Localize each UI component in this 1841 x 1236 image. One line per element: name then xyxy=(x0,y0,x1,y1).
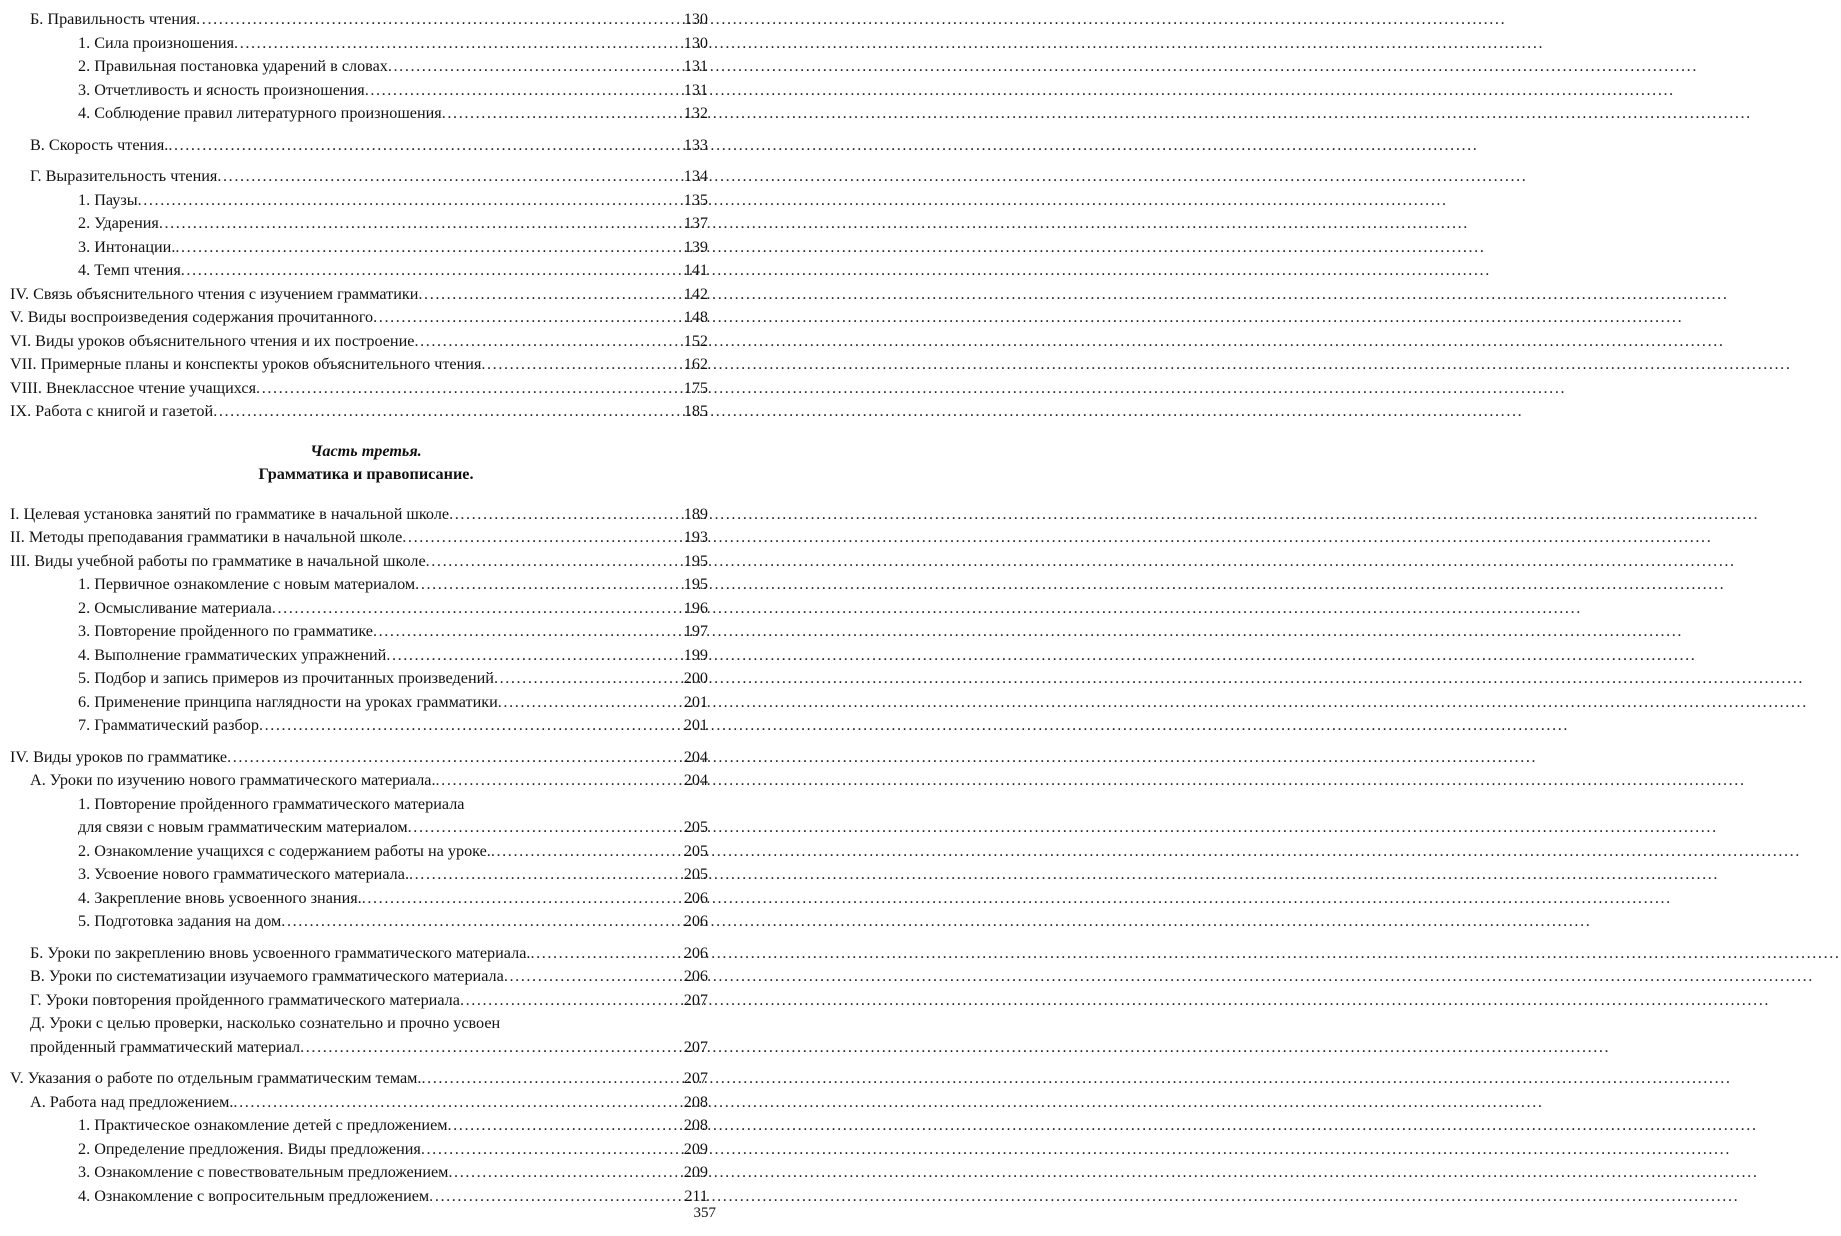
toc-entry-title: В. Скорость чтения. xyxy=(30,135,169,154)
toc-leader-dots xyxy=(402,526,683,550)
toc-entry-page: 207 xyxy=(683,1037,708,1056)
toc-entry xyxy=(0,816,732,840)
toc-entry xyxy=(0,79,732,103)
toc-entry xyxy=(0,887,732,911)
toc-leader-dots xyxy=(530,942,683,966)
toc-leader-dots xyxy=(415,573,684,597)
toc-entry-page: 195 xyxy=(683,575,708,593)
toc-entry-title: III. Виды учебной работы по грамматике в начальной школе xyxy=(10,551,426,570)
toc-leader-dots xyxy=(175,236,683,260)
toc-entry-title: А. Уроки по изучению нового грамматического материала. xyxy=(30,771,436,789)
toc-entry-title: VII. Примерные планы и конспекты уроков объяснительного чтения xyxy=(10,355,482,373)
toc-entry xyxy=(0,910,732,934)
toc-entry-page: 211 xyxy=(684,1186,708,1205)
toc-entry xyxy=(0,840,732,864)
toc-entry-title: 3. Отчетливость и ясность произношения xyxy=(78,80,365,99)
toc-entry-page: 207 xyxy=(683,990,708,1009)
toc-leader-dots xyxy=(168,134,683,158)
toc-entry-title: VIII. Внеклассное чтение учащихся xyxy=(10,378,257,397)
toc-leader-dots xyxy=(460,989,684,1013)
toc-entry-title: IV. Виды уроков по грамматике xyxy=(10,747,228,766)
toc-leader-dots xyxy=(449,503,684,527)
toc-entry-title: 2. Правильная постановка ударений в словах xyxy=(78,57,388,75)
toc-section-reading xyxy=(0,8,732,424)
toc-leader-dots xyxy=(421,1067,683,1091)
toc-entry xyxy=(0,597,732,621)
toc-leader-dots xyxy=(213,400,684,424)
toc-entry-title: А. Работа над предложением. xyxy=(30,1092,234,1111)
toc-entry-page: 196 xyxy=(683,598,708,617)
toc-entry xyxy=(0,55,732,79)
toc-entry-page: 204 xyxy=(683,747,708,766)
toc-entry-page: 209 xyxy=(683,1163,708,1181)
toc-leader-dots xyxy=(448,1114,684,1138)
toc-entry xyxy=(0,1138,732,1162)
toc-entry-page: 189 xyxy=(683,504,708,523)
toc-entry-page: 206 xyxy=(683,967,708,985)
toc-entry-title: V. Указания о работе по отдельным грамматическим темам. xyxy=(10,1069,422,1087)
toc-leader-dots xyxy=(281,910,683,934)
toc-leader-dots xyxy=(233,1091,683,1115)
toc-leader-dots xyxy=(159,212,684,236)
toc-entry xyxy=(0,503,732,527)
table-of-contents xyxy=(0,8,732,1208)
toc-entry-title: 1. Паузы xyxy=(78,190,138,209)
toc-entry xyxy=(0,965,732,989)
toc-leader-dots xyxy=(418,283,683,307)
toc-entry-page: 193 xyxy=(683,528,708,546)
toc-entry-page: 133 xyxy=(683,135,708,154)
toc-leader-dots xyxy=(426,550,684,574)
toc-entry-title: 7. Грамматический разбор xyxy=(78,716,259,734)
toc-entry-title: 3. Интонации. xyxy=(78,237,176,256)
toc-entry xyxy=(0,1067,732,1091)
toc-entry xyxy=(0,212,732,236)
toc-entry xyxy=(0,330,732,354)
toc-entry xyxy=(0,102,732,126)
toc-entry-page: 162 xyxy=(683,355,708,373)
toc-leader-dots xyxy=(421,1138,684,1162)
toc-entry-page: 130 xyxy=(683,10,708,28)
toc-entry-title: 1. Сила произношения xyxy=(78,33,235,52)
toc-leader-dots xyxy=(259,714,684,738)
toc-entry-page: 152 xyxy=(683,331,708,350)
toc-entry-page: 209 xyxy=(683,1139,708,1158)
toc-entry-title: 4. Соблюдение правил литературного произношения xyxy=(78,104,442,122)
toc-entry-title: II. Методы преподавания грамматики в начальной школе xyxy=(10,528,403,546)
toc-leader-dots xyxy=(181,259,684,283)
toc-entry-title: 5. Подготовка задания на дом xyxy=(78,912,282,930)
toc-leader-dots xyxy=(272,597,684,621)
toc-entry-title: 2. Осмысливание материала xyxy=(78,598,272,617)
toc-entry xyxy=(0,1161,732,1185)
toc-entry-title: IX. Работа с книгой и газетой xyxy=(10,402,214,420)
toc-leader-dots xyxy=(373,306,684,330)
toc-leader-dots xyxy=(138,189,684,213)
toc-leader-dots xyxy=(448,1161,683,1185)
toc-entry-title: 4. Выполнение грамматических упражнений xyxy=(78,645,387,664)
toc-entry-page: 200 xyxy=(683,669,708,687)
toc-entry-page: 175 xyxy=(683,378,708,397)
toc-entry-title: В. Уроки по систематизации изучаемого грамматического материала xyxy=(30,967,504,985)
toc-leader-dots xyxy=(234,32,684,56)
toc-entry xyxy=(0,32,732,56)
toc-entry-line: Д. Уроки с целью проверки, насколько сознательно и прочно усвоен xyxy=(30,1014,501,1032)
toc-entry xyxy=(0,1091,732,1115)
toc-entry xyxy=(0,1114,732,1138)
toc-leader-dots xyxy=(504,965,684,989)
toc-entry-title: 2. Определение предложения. Виды предложения xyxy=(78,1139,421,1158)
toc-entry-page: 130 xyxy=(683,33,708,52)
toc-entry xyxy=(0,942,732,966)
page-number: 357 xyxy=(693,1205,716,1221)
toc-entry-title: Б. Правильность чтения xyxy=(30,10,197,28)
toc-entry-title: Г. Выразительность чтения xyxy=(30,167,218,185)
toc-entry-page: 206 xyxy=(683,943,708,962)
toc-leader-dots xyxy=(414,330,683,354)
toc-entry-page: 132 xyxy=(683,104,708,122)
toc-entry-page: 141 xyxy=(683,261,708,279)
toc-entry xyxy=(0,8,732,32)
toc-entry-page: 199 xyxy=(683,645,708,664)
toc-entry-title: для связи с новым грамматическим материалом xyxy=(78,818,408,836)
toc-entry-title: 1. Первичное ознакомление с новым материалом xyxy=(78,575,416,593)
toc-entry-page: 131 xyxy=(683,80,708,99)
toc-entry xyxy=(0,550,732,574)
toc-entry-title: Г. Уроки повторения пройденного грамматического материала xyxy=(30,990,460,1009)
toc-entry-title: 3. Усвоение нового грамматического материала. xyxy=(78,865,409,883)
toc-entry-page: 205 xyxy=(683,865,708,883)
toc-entry-title: IV. Связь объяснительного чтения с изучением грамматики xyxy=(10,284,419,303)
toc-entry-page: 139 xyxy=(683,237,708,256)
toc-entry-title: 4. Ознакомление с вопросительным предложением xyxy=(78,1186,430,1205)
toc-entry-page: 208 xyxy=(683,1092,708,1111)
toc-entry xyxy=(0,1036,732,1060)
toc-entry-page: 205 xyxy=(683,818,708,836)
toc-entry xyxy=(0,746,732,770)
toc-entry xyxy=(0,189,732,213)
toc-entry-page: 185 xyxy=(683,402,708,420)
toc-leader-dots xyxy=(481,353,683,377)
toc-entry-title: 6. Применение принципа наглядности на уроках грамматики xyxy=(78,692,498,711)
toc-entry-title: 3. Ознакомление с повествовательным предложением xyxy=(78,1163,449,1181)
toc-entry-page: 148 xyxy=(683,308,708,326)
toc-entry xyxy=(0,989,732,1013)
toc-leader-dots xyxy=(436,769,684,793)
toc-leader-dots xyxy=(388,55,684,79)
part-heading xyxy=(0,440,732,487)
toc-entry xyxy=(0,236,732,260)
toc-entry xyxy=(0,691,732,715)
toc-leader-dots xyxy=(408,816,684,840)
toc-entry xyxy=(0,863,732,887)
part-title: Часть третья. xyxy=(310,441,422,460)
toc-entry-page: 204 xyxy=(683,771,708,789)
toc-entry-page: 135 xyxy=(683,190,708,209)
toc-entry xyxy=(0,667,732,691)
toc-entry xyxy=(0,573,732,597)
toc-leader-dots xyxy=(256,377,684,401)
toc-leader-dots xyxy=(227,746,684,770)
toc-entry-page: 131 xyxy=(683,57,708,75)
toc-entry xyxy=(0,165,732,189)
toc-entry-page: 201 xyxy=(683,716,708,734)
toc-entry-page: 207 xyxy=(683,1069,708,1087)
toc-entry-title: пройденный грамматический материал xyxy=(30,1037,301,1056)
toc-entry-title: I. Целевая установка занятий по грамматике в начальной школе xyxy=(10,504,450,523)
toc-entry-title: 2. Ударения xyxy=(78,214,159,232)
toc-leader-dots xyxy=(386,644,683,668)
toc-entry xyxy=(0,769,732,793)
toc-entry-title: 2. Ознакомление учащихся с содержанием работы на уроке. xyxy=(78,841,491,860)
toc-leader-dots xyxy=(491,840,684,864)
toc-entry xyxy=(0,259,732,283)
toc-leader-dots xyxy=(442,102,684,126)
toc-leader-dots xyxy=(494,667,684,691)
toc-entry xyxy=(0,400,732,424)
toc-entry xyxy=(0,1185,732,1209)
toc-entry-page: 206 xyxy=(683,912,708,930)
toc-entry-page: 208 xyxy=(683,1116,708,1134)
toc-entry-page: 134 xyxy=(683,167,708,185)
toc-entry-title: V. Виды воспроизведения содержания прочитанного xyxy=(10,308,374,326)
toc-entry xyxy=(0,620,732,644)
toc-entry xyxy=(0,134,732,158)
toc-leader-dots xyxy=(373,620,684,644)
toc-leader-dots xyxy=(498,691,684,715)
toc-leader-dots xyxy=(365,79,684,103)
toc-entry-page: 137 xyxy=(683,214,708,232)
toc-entry xyxy=(0,644,732,668)
toc-leader-dots xyxy=(362,887,684,911)
toc-entry xyxy=(0,283,732,307)
toc-section-grammar xyxy=(0,503,732,1209)
toc-entry-page: 205 xyxy=(683,841,708,860)
toc-entry xyxy=(0,377,732,401)
toc-entry-page: 142 xyxy=(683,284,708,303)
toc-leader-dots xyxy=(196,8,684,32)
toc-entry-title: 4. Темп чтения xyxy=(78,261,181,279)
toc-entry-title: 3. Повторение пройденного по грамматике xyxy=(78,622,373,640)
toc-entry xyxy=(0,526,732,550)
toc-entry-title: 1. Практическое ознакомление детей с предложением xyxy=(78,1116,448,1134)
toc-leader-dots xyxy=(300,1036,684,1060)
toc-entry xyxy=(0,714,732,738)
part-subtitle: Грамматика и правописание. xyxy=(258,465,474,483)
toc-entry-title: VI. Виды уроков объяснительного чтения и их построение xyxy=(10,331,415,350)
toc-entry-title: Б. Уроки по закреплению вновь усвоенного грамматического материала. xyxy=(30,943,531,962)
toc-leader-dots xyxy=(217,165,683,189)
toc-leader-dots xyxy=(409,863,684,887)
toc-entry-page: 195 xyxy=(683,551,708,570)
toc-entry-page: 201 xyxy=(683,692,708,711)
toc-entry-line: 1. Повторение пройденного грамматического материала xyxy=(78,794,465,813)
toc-entry xyxy=(0,353,732,377)
toc-entry-page: 197 xyxy=(683,622,708,640)
toc-entry xyxy=(0,306,732,330)
toc-entry-title: 5. Подбор и запись примеров из прочитанных произведений xyxy=(78,669,494,687)
toc-entry-page: 206 xyxy=(683,888,708,907)
toc-page xyxy=(0,0,732,1236)
toc-entry-title: 4. Закрепление вновь усвоенного знания. xyxy=(78,888,362,907)
toc-leader-dots xyxy=(429,1185,684,1209)
